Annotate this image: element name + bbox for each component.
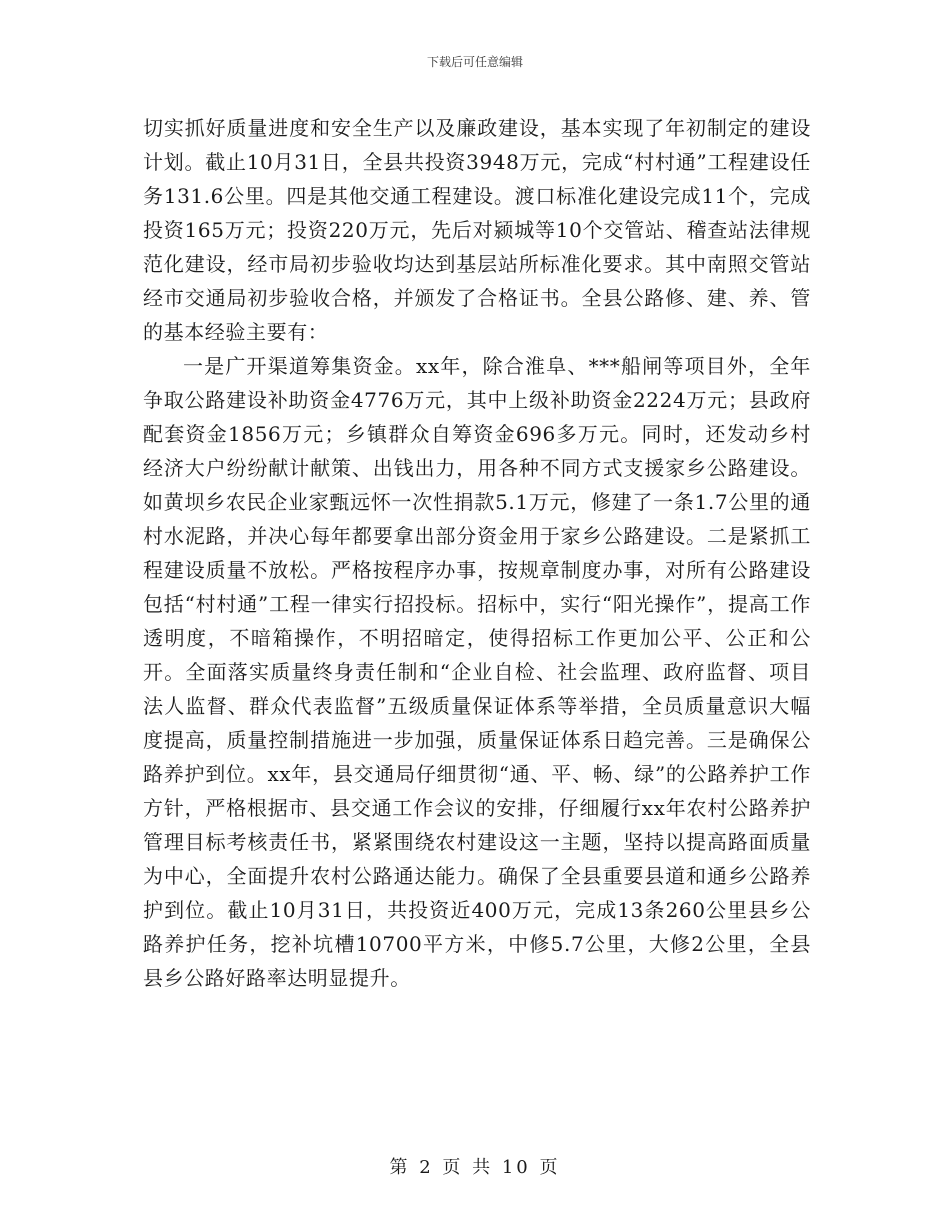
- page-footer: 第 2 页 共 10 页: [389, 1157, 561, 1178]
- paragraph-2: 一是广开渠道筹集资金。xx年，除合淮阜、***船闸等项目外，全年争取公路建设补助资金4776万元，其中上级补助资金2224万元；县政府配套资金1856万元；乡镇群众自筹资金696多万元。同时，还发动乡村经济大户纷纷献计献策、出钱出力，用各种不同方式支援家乡公路建设。如黄坝乡农民企业家甄远怀一次性捐款5.1万元，修建了一条1.7公里的通村水泥路，并决心每年都要拿出部分资金用于家乡公路建设。二是紧抓工程建设质量不放松。严格按程序办事，按规章制度办事，对所有公路建设包括“村村通”工程一律实行招投标。招标中，实行“阳光操作”，提高工作透明度，不暗箱操作，不明招暗定，使得招标工作更加公平、公正和公开。全面落实质量终身责任制和“企业自检、社会监理、政府监督、项目法人监督、群众代表监督”五级质量保证体系等举措，全员质量意识大幅度提高，质量控制措施进一步加强，质量保证体系日趋完善。三是确保公路养护到位。xx年，县交通局仔细贯彻“通、平、畅、绿”的公路养护工作方针，严格根据市、县交通工作会议的安排，仔细履行xx年农村公路养护管理目标考核责任书，紧紧围绕农村建设这一主题，坚持以提高路面质量为中心，全面提升农村公路通达能力。确保了全县重要县道和通乡公路养护到位。截止10月31日，共投资近400万元，完成13条260公里县乡公路养护任务，挖补坑槽10700平方米，中修5.7公里，大修2公里，全县县乡公路好路率达明显提升。: [143, 354, 811, 990]
- page-header: 下载后可任意编辑: [426, 55, 523, 69]
- paragraph-1: 切实抓好质量进度和安全生产以及廉政建设，基本实现了年初制定的建设计划。截止10月31日，全县共投资3948万元，完成“村村通”工程建设任务131.6公里。四是其他交通工程建设。渡口标准化建设完成11个，完成投资165万元；投资220万元，先后对颍城等10个交管站、稽查站法律规范化建设，经市局初步验收均达到基层站所标准化要求。其中南照交管站经市交通局初步验收合格，并颁发了合格证书。全县公路修、建、养、管的基本经验主要有：: [143, 116, 811, 344]
- body-text: [143, 111, 811, 995]
